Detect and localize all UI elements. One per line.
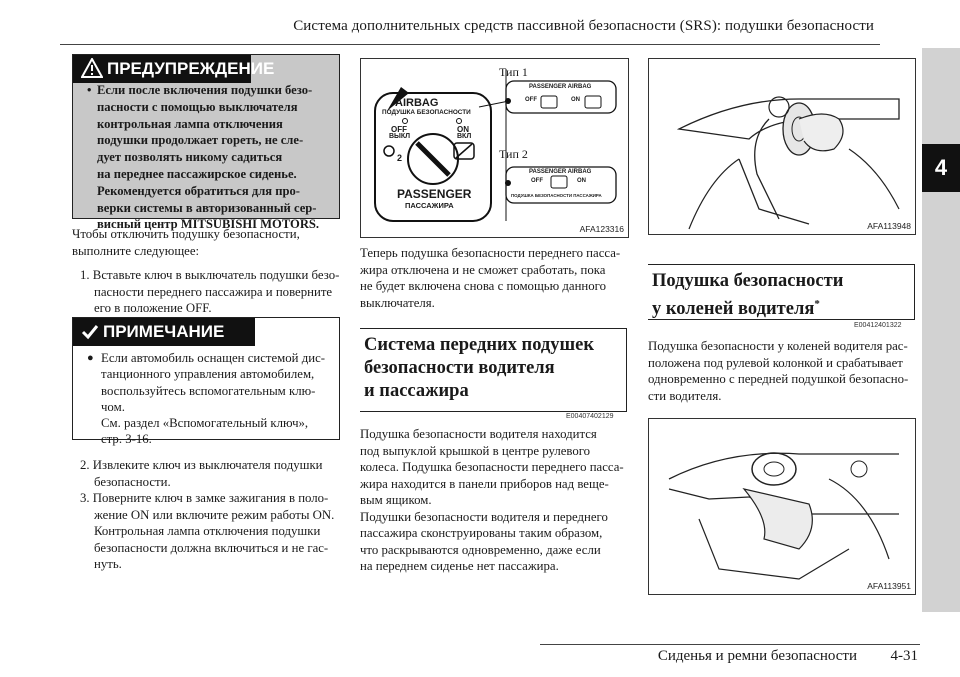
section-title-line: Подушка безопасности bbox=[652, 271, 844, 291]
steps-2-3 bbox=[80, 457, 342, 573]
paragraph-line: выключателя. bbox=[360, 295, 435, 310]
step-line: 1. Вставьте ключ в выключатель подушки безо- bbox=[80, 268, 340, 282]
type1-label: Тип 1 bbox=[499, 65, 528, 79]
knee-airbag-illustration bbox=[649, 419, 915, 594]
paragraph-line: что раскрываются одновременно, даже если bbox=[360, 542, 601, 557]
type2-off: OFF bbox=[531, 178, 543, 184]
step-line: 3. Поверните ключ в замке зажигания в поло- bbox=[80, 491, 329, 505]
paragraph-line: вым ящиком. bbox=[360, 493, 432, 507]
paragraph-line: положена под рулевой колонкой и срабатывает bbox=[648, 355, 903, 370]
warning-bullet: • bbox=[87, 83, 92, 97]
figure-code: AFA113948 bbox=[867, 221, 911, 231]
warning-label: ПРЕДУПРЕЖДЕНИЕ bbox=[107, 59, 275, 78]
section-title-line: Система передних подушек bbox=[364, 335, 595, 355]
note-line: танционного управления автомобилем, bbox=[101, 367, 315, 382]
step-line: 2. Извлеките ключ из выключателя подушки bbox=[80, 458, 323, 472]
mid-paragraph bbox=[360, 245, 635, 311]
figure-airbag-switch bbox=[360, 58, 629, 238]
type2-ru-text: ПОДУШКА БЕЗОПАСНОСТИ ПАССАЖИРА bbox=[511, 193, 602, 198]
paragraph-line: под выпуклой крышкой в центре рулевого bbox=[360, 443, 591, 458]
header-title: Система дополнительных средств пассивной безопасности (SRS): подушки безопасности bbox=[293, 18, 874, 34]
step-line: нуть. bbox=[94, 557, 122, 571]
paragraph-line: не будет включена снова с помощью данного bbox=[360, 279, 607, 293]
switch-on-ru-label: ВКЛ bbox=[457, 133, 472, 140]
note-line: стр. 3-16. bbox=[101, 432, 152, 447]
figure-code: AFA113951 bbox=[867, 581, 911, 591]
note-text bbox=[87, 350, 335, 448]
step-1 bbox=[80, 267, 342, 317]
warning-line: висный центр MITSUBISHI MOTORS. bbox=[97, 217, 320, 232]
figure-knee-airbag bbox=[648, 418, 916, 595]
note-header bbox=[73, 318, 255, 346]
warning-line: Рекомендуется обратиться для про- bbox=[97, 183, 301, 198]
section-code: E00407402129 bbox=[566, 413, 614, 420]
section-code: E00412401322 bbox=[854, 322, 902, 329]
section-heading-knee-airbag bbox=[648, 264, 915, 320]
switch-airbag-label: AIRBAG bbox=[395, 97, 439, 109]
figure-code: AFA123316 bbox=[579, 224, 624, 234]
note-line: См. раздел «Вспомогательный ключ», bbox=[101, 416, 309, 431]
step-line: пасности переднего пассажира и поверните bbox=[94, 284, 333, 299]
section2-paragraph bbox=[648, 338, 923, 404]
intro-line: Чтобы отключить подушку безопасности, bbox=[72, 227, 300, 241]
section-title-line bbox=[652, 293, 820, 321]
paragraph-line: Подушки безопасности водителя и переднего bbox=[360, 509, 608, 524]
step-line: его в положение OFF. bbox=[94, 301, 212, 315]
front-airbag-illustration bbox=[649, 59, 915, 234]
note-box bbox=[72, 317, 340, 447]
paragraph-line: сти водителя. bbox=[648, 388, 722, 403]
paragraph-line: Подушка безопасности у коленей водителя рас- bbox=[648, 339, 908, 353]
paragraph-line: одновременно с передней подушкой безопасно- bbox=[648, 372, 909, 386]
section-heading-front-airbags bbox=[360, 328, 627, 412]
type1-off: OFF bbox=[525, 97, 537, 103]
note-line: чом. bbox=[101, 399, 125, 414]
optional-equipment-star: * bbox=[814, 298, 820, 310]
footer-section: Сиденья и ремни безопасности bbox=[657, 648, 857, 664]
step-line: Контрольная лампа отключения подушки bbox=[94, 524, 321, 538]
note-label: ПРИМЕЧАНИЕ bbox=[103, 322, 225, 341]
section-title-line: безопасности водителя bbox=[364, 358, 555, 378]
note-line: воспользуйтесь вспомогательным клю- bbox=[101, 383, 316, 398]
switch-passenger-ru-label: ПАССАЖИРА bbox=[405, 201, 454, 210]
page-footer bbox=[540, 644, 920, 666]
switch-off-label: OFF bbox=[391, 125, 407, 134]
note-bullet-icon: ● bbox=[87, 352, 94, 364]
type2-on: ON bbox=[577, 178, 586, 184]
step-line: жение ON или включите режим работы ON. bbox=[94, 507, 335, 522]
section-title-line: и пассажира bbox=[364, 381, 469, 401]
warning-line: пасности с помощью выключателя bbox=[97, 99, 298, 114]
section-title-text: у коленей водителя bbox=[652, 299, 815, 320]
warning-line: контрольная лампа отключения bbox=[97, 116, 283, 131]
page-header bbox=[0, 0, 920, 46]
warning-line: Если после включения подушки безо- bbox=[97, 83, 313, 97]
warning-triangle-icon bbox=[81, 58, 103, 78]
type1-on: ON bbox=[571, 97, 580, 103]
warning-line: на переднее пассажирское сиденье. bbox=[97, 166, 297, 181]
paragraph-line: Теперь подушка безопасности переднего пасса- bbox=[360, 246, 621, 260]
switch-on-label: ON bbox=[457, 125, 469, 134]
footer-rule bbox=[540, 644, 920, 645]
paragraph-line: пассажира сконструированы таким образом, bbox=[360, 526, 603, 540]
paragraph-line: жира отключена и не сможет сработать, пока bbox=[360, 262, 606, 277]
warning-line: верки системы в авторизованный сер- bbox=[97, 200, 317, 215]
switch-airbag-ru-label: ПОДУШКА БЕЗОПАСНОСТИ bbox=[382, 109, 471, 116]
chapter-tab-number: 4 bbox=[922, 144, 960, 192]
warning-line: дует позволять никому садиться bbox=[97, 150, 283, 165]
warning-box bbox=[72, 54, 340, 232]
note-line: Если автомобиль оснащен системой дис- bbox=[101, 351, 326, 365]
type2-label: Тип 2 bbox=[499, 147, 528, 161]
header-rule bbox=[60, 44, 880, 45]
intro-paragraph bbox=[72, 226, 342, 259]
intro-line: выполните следующее: bbox=[72, 243, 200, 258]
paragraph-line: колеса. Подушка безопасности переднего пасса- bbox=[360, 460, 624, 474]
switch-off-ru-label: ВЫКЛ bbox=[389, 133, 411, 140]
paragraph-line: Подушка безопасности водителя находится bbox=[360, 427, 597, 441]
step-line: безопасности должна включиться и не гас- bbox=[94, 540, 329, 555]
page-number: 4-31 bbox=[890, 648, 918, 664]
footer-text bbox=[658, 648, 918, 665]
paragraph-line: жира находится в панели приборов над веще- bbox=[360, 476, 609, 491]
type1-text: PASSENGER AIRBAG bbox=[529, 84, 592, 90]
paragraph-line: на переднем сиденье нет пассажира. bbox=[360, 559, 559, 573]
warning-text bbox=[87, 82, 335, 233]
warning-line: подушки продолжает гореть, не сле- bbox=[97, 133, 304, 148]
checkmark-icon bbox=[81, 323, 99, 341]
switch-number: 2 bbox=[397, 153, 403, 163]
switch-passenger-label: PASSENGER bbox=[397, 187, 472, 201]
section1-paragraph bbox=[360, 426, 635, 575]
warning-header bbox=[73, 55, 275, 83]
chapter-tab-strip bbox=[922, 48, 960, 612]
figure-front-airbags bbox=[648, 58, 916, 235]
type2-text: PASSENGER AIRBAG bbox=[529, 169, 592, 175]
step-line: безопасности. bbox=[94, 474, 171, 489]
